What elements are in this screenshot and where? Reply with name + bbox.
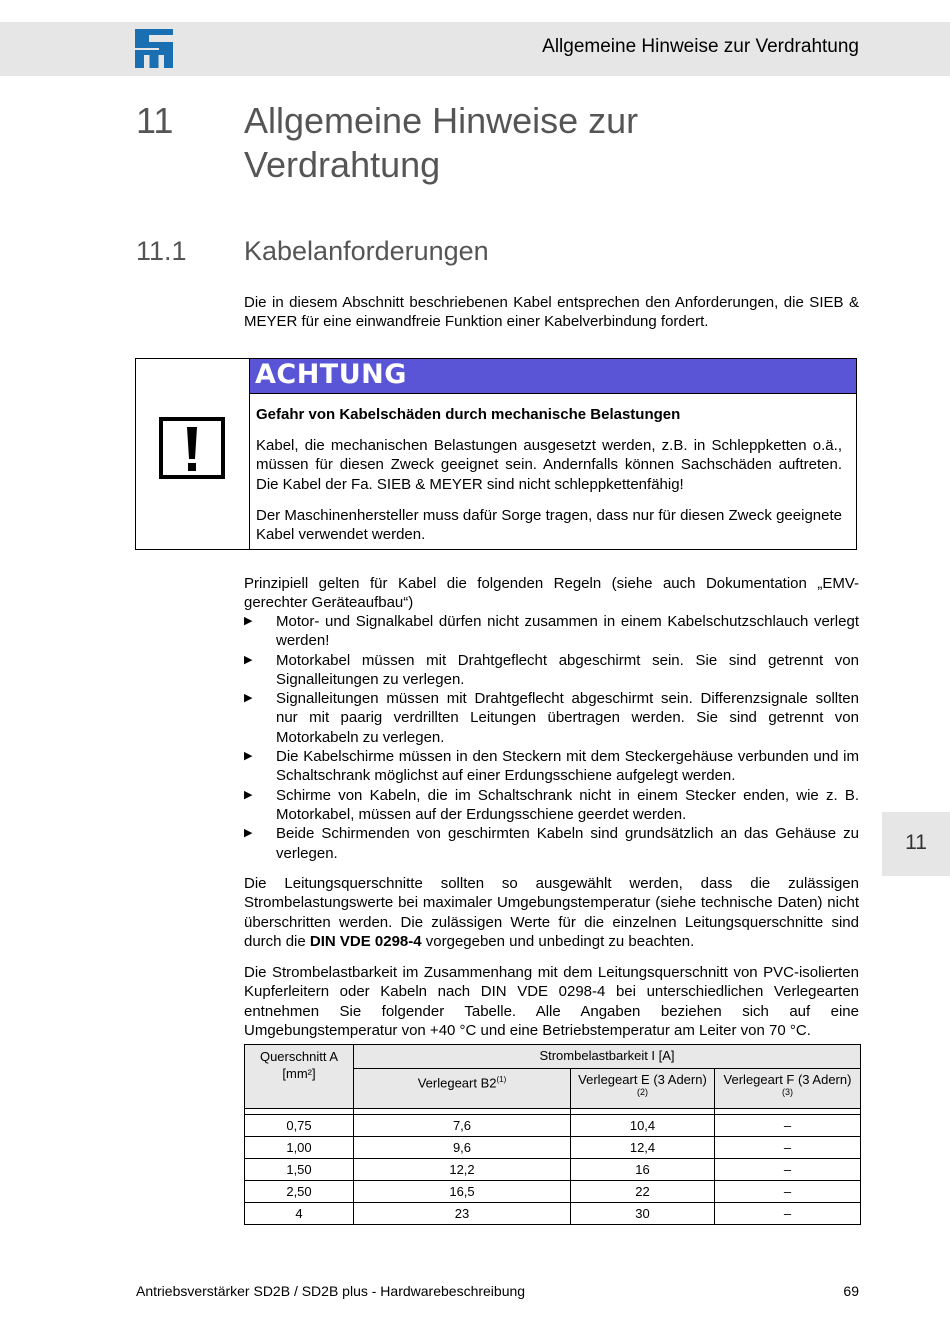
section-number: 11.1	[136, 236, 187, 266]
triangle-bullet-icon: ▶	[244, 692, 253, 705]
warning-box	[135, 358, 857, 550]
exclamation-icon	[159, 417, 225, 479]
triangle-bullet-icon: ▶	[244, 827, 253, 840]
section-title: Kabelanforderungen	[244, 236, 489, 266]
page-number: 69	[843, 1283, 859, 1299]
column-header-e: Verlegeart E (3 Adern) (2)	[571, 1069, 715, 1109]
table-row: 0,75 7,6 10,4 –	[245, 1115, 861, 1137]
footer-document-title: Antriebsverstärker SD2B / SD2B plus - Hardwarebeschreibung	[136, 1283, 526, 1299]
running-header: Allgemeine Hinweise zur Verdrahtung	[542, 36, 859, 57]
warning-text-1: Kabel, die mechanischen Belastungen ausgesetzt werden, z.B. in Schleppketten o.ä., müssen für diesen Zweck geeignet sein. Andernfalls können Sachschäden auftreten. Die Kabel der Fa. SIEB & MEYER sind nicht schleppkettenfähig!	[256, 437, 842, 493]
sieb-meyer-logo-icon	[135, 29, 173, 68]
rules-intro: Prinzipiell gelten für Kabel die folgenden Regeln (siehe auch Dokumentation „EMV-gerechter Geräteaufbau“)	[244, 575, 859, 612]
table-row: 1,50 12,2 16 –	[245, 1159, 861, 1181]
column-header-b2: Verlegeart B2$^{(1)}$	[354, 1069, 571, 1109]
triangle-bullet-icon: ▶	[244, 788, 253, 801]
table-row: 4 23 30 –	[245, 1203, 861, 1225]
warning-banner	[250, 359, 856, 394]
warning-label: ACHTUNG	[255, 359, 407, 390]
norm-reference: DIN VDE 0298-4	[309, 932, 422, 950]
ampacity-intro: Die Strombelastbarkeit im Zusammenhang mit dem Leitungsquerschnitt von PVC-isolierten Kupferleitern oder Kabeln nach DIN VDE 0298-4 bei unterschiedlichen Verlegearten entnehmen Sie folgender Tabelle. Alle Angaben beziehen sich auf eine Umgebungstemperatur von +40 °C und eine Betriebstemperatur am Leiter von 70 °C.	[244, 964, 859, 1039]
chapter-tab-label: 11	[905, 831, 927, 854]
triangle-bullet-icon: ▶	[244, 750, 253, 763]
table-row: 1,00 9,6 12,4 –	[245, 1137, 861, 1159]
list-item: ▶ Beide Schirmenden von geschirmten Kabeln sind grundsätzlich an das Gehäuse zu verlegen.	[244, 825, 859, 862]
column-header-f: Verlegeart F (3 Adern) (3)	[715, 1069, 861, 1109]
list-item: ▶ Die Kabelschirme müssen in den Steckern mit dem Steckergehäuse verbunden und im Schaltschrank möglichst auf einer Erdungsschiene aufgelegt werden.	[244, 748, 859, 785]
table-row: 2,50 16,5 22 –	[245, 1181, 861, 1203]
warning-icon-cell	[136, 359, 250, 549]
rules-list	[244, 612, 859, 863]
column-header-cross-section: Querschnitt A [mm²]	[245, 1045, 354, 1109]
ampacity-table	[244, 1044, 861, 1225]
warning-text-2: Der Maschinenhersteller muss dafür Sorge tragen, dass nur für diesen Zweck geeignete Kabel verwendet werden.	[256, 507, 842, 544]
chapter-number: 11	[136, 100, 174, 141]
triangle-bullet-icon: ▶	[244, 615, 253, 627]
list-item: ▶ Schirme von Kabeln, die im Schaltschrank nicht in einem Stecker enden, wie z. B. Motorkabel, müssen auf der Erdungsschiene geerdet werden.	[244, 786, 859, 823]
list-item: ▶ Motorkabel müssen mit Drahtgeflecht abgeschirmt sein. Sie sind getrennt von Signalleitungen zu verlegen.	[244, 651, 859, 688]
warning-heading: Gefahr von Kabelschäden durch mechanische Belastungen	[256, 406, 681, 423]
chapter-tab	[882, 812, 950, 876]
column-group-header: Strombelastbarkeit I [A]	[354, 1045, 861, 1069]
intro-paragraph: Die in diesem Abschnitt beschriebenen Kabel entsprechen den Anforderungen, die SIEB & MEYER für eine einwandfreie Funktion einer Kabelverbindung fordert.	[244, 294, 859, 331]
chapter-title: Allgemeine Hinweise zur Verdrahtung	[244, 100, 639, 185]
list-item: ▶ Motor- und Signalkabel dürfen nicht zusammen in einem Kabelschutzschlauch verlegt werden!	[244, 613, 859, 650]
triangle-bullet-icon: ▶	[244, 653, 253, 666]
cross-section-paragraph: Die Leitungsquerschnitte sollten so ausgewählt werden, dass die zulässigen Strombelastungswerte bei maximaler Umgebungstemperatur (siehe technische Daten) nicht überschritten werden. Die zulässigen Werte für die einzelnen Leitungsquerschnitte sind durch die DIN VDE 0298-4 vorgegeben und unbedingt zu beachten.	[244, 875, 859, 950]
list-item: ▶ Signalleitungen müssen mit Drahtgeflecht abgeschirmt sein. Differenzsignale sollten nur mit paarig verdrillten Leitungen übertragen werden. Sie sind getrennt von Motorkabeln zu verlegen.	[244, 690, 859, 746]
